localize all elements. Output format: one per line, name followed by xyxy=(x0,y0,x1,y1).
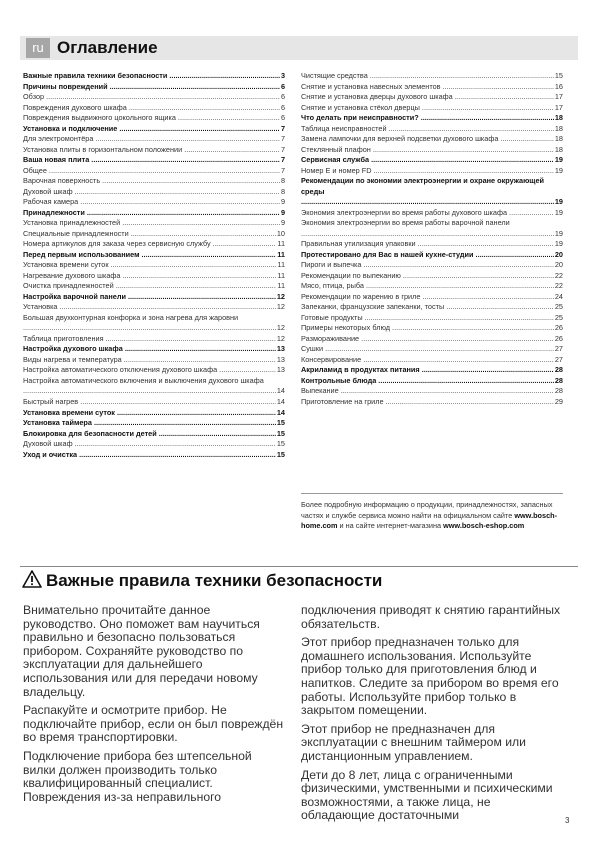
toc-entry[interactable] xyxy=(301,376,563,387)
toc-page-number: 12 xyxy=(276,291,285,301)
toc-entry[interactable] xyxy=(23,450,285,461)
toc-page-number: 14 xyxy=(276,407,285,417)
toc-page-number: 8 xyxy=(280,186,285,196)
toc-page-number: 24 xyxy=(554,291,563,301)
toc-entry-label: Духовой шкаф ..... xyxy=(23,439,285,450)
toc-entry-label: Стеклянный плафон ..... xyxy=(301,145,563,156)
toc-entry[interactable] xyxy=(301,166,563,177)
toc-entry[interactable] xyxy=(23,292,285,303)
toc-entry-label: Рекомендации по жарению в гриле ..... xyxy=(301,292,563,303)
toc-entry[interactable] xyxy=(301,250,563,261)
toc-page-number: 19 xyxy=(554,155,563,165)
toc-entry-label: Причины повреждений ..... xyxy=(23,82,285,93)
toc-page-number: 11 xyxy=(277,270,285,280)
toc-page-number: 15 xyxy=(554,71,563,80)
toc-entry-label: Пироги и выпечка ..... xyxy=(301,260,563,271)
toc-entry-label: Рекомендации по выпеканию ..... xyxy=(301,271,563,282)
toc-entry[interactable] xyxy=(301,281,563,292)
toc-entry-label: Мясо, птица, рыба ..... xyxy=(301,281,563,292)
toc-entry[interactable] xyxy=(23,197,285,208)
toc-entry[interactable] xyxy=(23,344,285,355)
toc-entry[interactable] xyxy=(23,408,285,419)
toc-entry-label: Замена лампочки для верхней подсветки духового шкафа ..... xyxy=(301,134,563,145)
toc-entry[interactable] xyxy=(301,124,563,135)
safety-paragraph: Этот прибор не предназначен для эксплуатации с внешним таймером или дистанционным управлением. xyxy=(301,721,526,763)
toc-page-number: 19 xyxy=(554,165,563,175)
toc-page-number: 26 xyxy=(554,323,563,333)
toc-left-column xyxy=(23,71,285,460)
toc-entry-label: Установка времени суток ..... xyxy=(23,408,285,419)
toc-entry-label: Таблица приготовления ..... xyxy=(23,334,285,345)
toc-entry[interactable] xyxy=(23,208,285,219)
safety-heading xyxy=(22,570,382,592)
toc-entry-label: Снятие и установка навесных элементов ..... xyxy=(301,82,563,93)
info-divider xyxy=(301,493,563,494)
toc-entry-label: Протестировано для Вас в нашей кухне-студии ..... xyxy=(301,250,563,261)
safety-right-column xyxy=(301,604,563,828)
toc-entry[interactable] xyxy=(23,103,285,114)
toc-page-number: 20 xyxy=(554,260,563,270)
toc-entry-label: Большая двухконтурная конфорка и зона нагрева для жаровни xyxy=(23,312,239,322)
toc-entry-label: Рабочая камера ..... xyxy=(23,197,285,208)
toc-entry[interactable] xyxy=(301,323,563,334)
toc-entry[interactable] xyxy=(301,82,563,93)
toc-entry[interactable] xyxy=(23,429,285,440)
toc-entry[interactable] xyxy=(301,103,563,114)
toc-right-column xyxy=(301,71,563,408)
toc-entry-label: Установка плиты в горизонтальном положении ..... xyxy=(23,145,285,156)
toc-entry[interactable] xyxy=(23,376,285,397)
toc-entry[interactable] xyxy=(23,281,285,292)
toc-page-number: 6 xyxy=(280,81,285,91)
toc-page-number: 25 xyxy=(554,302,563,312)
toc-page-number: 11 xyxy=(277,281,285,291)
toc-page-number: 22 xyxy=(554,281,563,291)
toc-entry[interactable] xyxy=(301,344,563,355)
toc-entry[interactable] xyxy=(301,334,563,345)
toc-page-number: 18 xyxy=(554,113,563,123)
toc-page-number: 19 xyxy=(554,228,563,238)
toc-entry[interactable] xyxy=(301,176,563,208)
toc-entry-label: Размораживание ..... xyxy=(301,334,563,345)
toc-entry-label: Виды нагрева и температура ..... xyxy=(23,355,285,366)
info-text-before: Более подробную информацию о продукции, принадлежностях, запасных частях и службе сервиса можно найти на официальном сайте xyxy=(301,500,553,520)
toc-entry[interactable] xyxy=(301,92,563,103)
toc-entry[interactable] xyxy=(301,239,563,250)
toc-page-number: 16 xyxy=(554,81,563,91)
toc-page-number: 19 xyxy=(554,207,563,217)
toc-entry-label: Снятие и установка стёкол дверцы ..... xyxy=(301,103,563,114)
toc-entry[interactable] xyxy=(23,439,285,450)
toc-page-number: 17 xyxy=(554,102,563,112)
toc-entry[interactable] xyxy=(23,218,285,229)
toc-title: Оглавление xyxy=(57,38,158,57)
toc-entry[interactable] xyxy=(23,250,285,261)
toc-entry-label: Запеканки, французские запеканки, тосты ..... xyxy=(301,302,563,313)
toc-entry[interactable] xyxy=(301,302,563,313)
toc-page-number: 9 xyxy=(280,218,285,228)
toc-entry[interactable] xyxy=(23,71,285,82)
page-number: 3 xyxy=(565,816,570,825)
toc-entry-label: Блокировка для безопасности детей ..... xyxy=(23,429,285,440)
toc-page-number: 9 xyxy=(280,197,285,207)
info-note xyxy=(301,500,563,532)
toc-page-number: 12 xyxy=(276,333,285,343)
toc-entry-label: Чистящие средства ..... xyxy=(301,71,563,82)
toc-page-number: 15 xyxy=(276,418,285,428)
toc-page-number: 7 xyxy=(280,134,285,144)
toc-entry[interactable] xyxy=(301,365,563,376)
toc-entry[interactable] xyxy=(23,418,285,429)
toc-page-number: 26 xyxy=(554,333,563,343)
toc-entry[interactable] xyxy=(23,166,285,177)
toc-entry[interactable] xyxy=(301,260,563,271)
toc-page-number: 7 xyxy=(280,155,285,165)
toc-page-number: 7 xyxy=(280,165,285,175)
toc-leader-dots xyxy=(301,229,563,240)
toc-entry-label: Готовые продукты ..... xyxy=(301,313,563,324)
toc-entry[interactable] xyxy=(301,134,563,145)
toc-entry-label: Важные правила техники безопасности ..... xyxy=(23,71,285,82)
toc-entry-label: Повреждения выдвижного цокольного ящика ..... xyxy=(23,113,285,124)
toc-leader-dots xyxy=(23,323,285,334)
site-link-bosch-eshop[interactable]: www.bosch-eshop.com xyxy=(443,521,525,530)
toc-page-number: 12 xyxy=(276,323,285,333)
toc-entry-label: Обзор ..... xyxy=(23,92,285,103)
toc-entry-label: Акриламид в продуктах питания ..... xyxy=(301,365,563,376)
toc-entry-label: Что делать при неисправности? ..... xyxy=(301,113,563,124)
toc-entry[interactable] xyxy=(301,218,563,239)
toc-page-number: 15 xyxy=(276,428,285,438)
toc-entry-label: Настройка автоматического отключения духового шкафа ..... xyxy=(23,365,285,376)
toc-entry-label: Для электромонтёра ..... xyxy=(23,134,285,145)
toc-entry[interactable] xyxy=(23,355,285,366)
safety-paragraph: Внимательно прочитайте данное руководство. Оно поможет вам научиться правильно и безопасно пользоваться прибором. Сохраняйте руководство по эксплуатации для дальнейшего использования или для передачи новому владельцу. xyxy=(23,603,260,699)
toc-entry-label: Духовой шкаф ..... xyxy=(23,187,285,198)
toc-entry[interactable] xyxy=(23,397,285,408)
toc-entry-label: Контрольные блюда ..... xyxy=(301,376,563,387)
toc-entry[interactable] xyxy=(23,271,285,282)
safety-paragraph: Распакуйте и осмотрите прибор. Не подключайте прибор, если он был повреждён во время транспортировки. xyxy=(23,703,284,745)
toc-page-number: 7 xyxy=(280,123,285,133)
toc-page-number: 18 xyxy=(554,134,563,144)
toc-entry[interactable] xyxy=(23,155,285,166)
safety-paragraph: Дети до 8 лет, лица с ограниченными физическими, умственными и психическими возможностями, а также лица, не обладающие достаточными xyxy=(301,767,553,823)
toc-entry[interactable] xyxy=(301,71,563,82)
toc-entry[interactable] xyxy=(23,260,285,271)
toc-page-number: 27 xyxy=(554,354,563,364)
toc-entry-label: Ваша новая плита ..... xyxy=(23,155,285,166)
toc-page-number: 15 xyxy=(276,439,285,449)
toc-entry[interactable] xyxy=(301,113,563,124)
toc-entry[interactable] xyxy=(301,155,563,166)
toc-entry-label: Номера артикулов для заказа через сервисную службу ..... xyxy=(23,239,285,250)
toc-entry-label: Правильная утилизация упаковки ..... xyxy=(301,239,563,250)
toc-page-number: 11 xyxy=(277,239,285,249)
toc-entry-label: Настройка автоматического включения и выключения духового шкафа xyxy=(23,375,264,385)
toc-page-number: 3 xyxy=(280,71,285,80)
toc-page-number: 28 xyxy=(554,386,563,396)
toc-page-number: 20 xyxy=(554,249,563,259)
toc-entry-label: Принадлежности ..... xyxy=(23,208,285,219)
toc-entry-label: Повреждения духового шкафа ..... xyxy=(23,103,285,114)
language-badge: ru xyxy=(26,38,50,58)
toc-entry[interactable] xyxy=(23,229,285,240)
toc-entry[interactable] xyxy=(23,113,285,124)
toc-page-number: 11 xyxy=(277,249,285,259)
toc-entry[interactable] xyxy=(23,176,285,187)
toc-entry-label: Настройка духового шкафа ..... xyxy=(23,344,285,355)
toc-page-number: 6 xyxy=(280,92,285,102)
toc-entry-label: Специальные принадлежности ..... xyxy=(23,229,285,240)
safety-title: Важные правила техники безопасности xyxy=(46,571,383,590)
toc-entry[interactable] xyxy=(23,92,285,103)
site-link-bosch-home[interactable]: www.bosch-home.com xyxy=(301,510,558,530)
toc-entry-label: Рекомендации по экономии электроэнергии и охране окружающей среды xyxy=(301,176,545,196)
toc-entry[interactable] xyxy=(23,313,285,334)
toc-page-number: 27 xyxy=(554,344,563,354)
toc-page-number: 18 xyxy=(554,123,563,133)
toc-page-number: 17 xyxy=(554,92,563,102)
toc-entry[interactable] xyxy=(301,208,563,219)
toc-entry-label: Номер E и номер FD ..... xyxy=(301,166,563,177)
toc-entry-label: Приготовление на гриле ..... xyxy=(301,397,563,408)
toc-entry[interactable] xyxy=(23,82,285,93)
toc-page-number: 7 xyxy=(280,144,285,154)
toc-page-number: 19 xyxy=(554,197,563,207)
toc-page-number: 11 xyxy=(277,260,285,270)
toc-entry-label: Установка таймера ..... xyxy=(23,418,285,429)
toc-entry-label: Перед первым использованием ..... xyxy=(23,250,285,261)
toc-page-number: 28 xyxy=(554,365,563,375)
toc-page-number: 28 xyxy=(554,375,563,385)
toc-entry-label: Сушки ..... xyxy=(301,344,563,355)
toc-entry[interactable] xyxy=(23,365,285,376)
toc-entry[interactable] xyxy=(301,355,563,366)
toc-entry-label: Общее ..... xyxy=(23,166,285,177)
toc-entry[interactable] xyxy=(23,334,285,345)
warning-triangle-icon xyxy=(22,570,42,588)
toc-page-number: 29 xyxy=(554,396,563,406)
toc-page-number: 14 xyxy=(276,386,285,396)
toc-entry[interactable] xyxy=(23,134,285,145)
toc-entry-label: Уход и очистка ..... xyxy=(23,450,285,461)
toc-page-number: 13 xyxy=(276,344,285,354)
toc-entry-label: Установка времени суток ..... xyxy=(23,260,285,271)
toc-entry[interactable] xyxy=(301,271,563,282)
toc-entry[interactable] xyxy=(301,397,563,408)
toc-entry-label: Установка и подключение ..... xyxy=(23,124,285,135)
toc-entry-label: Установка принадлежностей ..... xyxy=(23,218,285,229)
info-text-middle: и на сайте интернет-магазина xyxy=(337,521,444,530)
toc-entry-label: Таблица неисправностей ..... xyxy=(301,124,563,135)
toc-page-number: 13 xyxy=(276,365,285,375)
toc-entry[interactable] xyxy=(301,145,563,156)
toc-page-number: 9 xyxy=(280,207,285,217)
toc-entry[interactable] xyxy=(23,302,285,313)
toc-entry[interactable] xyxy=(23,187,285,198)
toc-entry[interactable] xyxy=(301,292,563,303)
toc-entry-label: Примеры некоторых блюд ..... xyxy=(301,323,563,334)
toc-entry-label: Экономия электроэнергии во время работы варочной панели xyxy=(301,218,510,228)
toc-page-number: 22 xyxy=(554,270,563,280)
toc-page-number: 10 xyxy=(276,228,285,238)
toc-page-number: 25 xyxy=(554,312,563,322)
safety-paragraph: Этот прибор предназначен только для домашнего использования. Используйте прибор только для приготовления блюд и напитков. Следите за прибором во время его работы. Используйте прибор только в закрытом помещении. xyxy=(301,635,559,718)
toc-page-number: 6 xyxy=(280,113,285,123)
toc-entry-label: Выпекание ..... xyxy=(301,386,563,397)
toc-entry[interactable] xyxy=(301,313,563,324)
toc-leader-dots xyxy=(301,197,563,208)
toc-entry-label: Настройка варочной панели ..... xyxy=(23,292,285,303)
toc-entry-label: Нагревание духового шкафа ..... xyxy=(23,271,285,282)
toc-page-number: 14 xyxy=(276,396,285,406)
toc-page-number: 19 xyxy=(554,239,563,249)
safety-paragraph: подключения приводят к снятию гарантийных обязательств. xyxy=(301,603,561,631)
toc-entry-label: Снятие и установка дверцы духового шкафа ..... xyxy=(301,92,563,103)
toc-entry[interactable] xyxy=(23,239,285,250)
toc-page-number: 15 xyxy=(276,449,285,459)
toc-entry-label: Быстрый нагрев ..... xyxy=(23,397,285,408)
toc-leader-dots xyxy=(23,386,285,397)
toc-entry[interactable] xyxy=(23,124,285,135)
toc-entry-label: Консервирование ..... xyxy=(301,355,563,366)
safety-left-column xyxy=(23,604,285,809)
toc-page-number: 8 xyxy=(280,176,285,186)
toc-entry-label: Очистка принадлежностей ..... xyxy=(23,281,285,292)
toc-page-number: 18 xyxy=(554,144,563,154)
toc-entry[interactable] xyxy=(23,145,285,156)
toc-page-number: 6 xyxy=(280,102,285,112)
safety-divider xyxy=(20,566,578,567)
toc-page-number: 12 xyxy=(276,302,285,312)
toc-entry-label: Варочная поверхность ..... xyxy=(23,176,285,187)
toc-entry-label: Сервисная служба ..... xyxy=(301,155,563,166)
safety-paragraph: Подключение прибора без штепсельной вилки должен производить только квалифицированный специалист. Повреждения из-за неправильного xyxy=(23,748,252,804)
toc-entry-label: Экономия электроэнергии во время работы духового шкафа ..... xyxy=(301,208,563,219)
toc-page-number: 13 xyxy=(276,354,285,364)
toc-entry[interactable] xyxy=(301,386,563,397)
toc-entry-label: Установка ..... xyxy=(23,302,285,313)
